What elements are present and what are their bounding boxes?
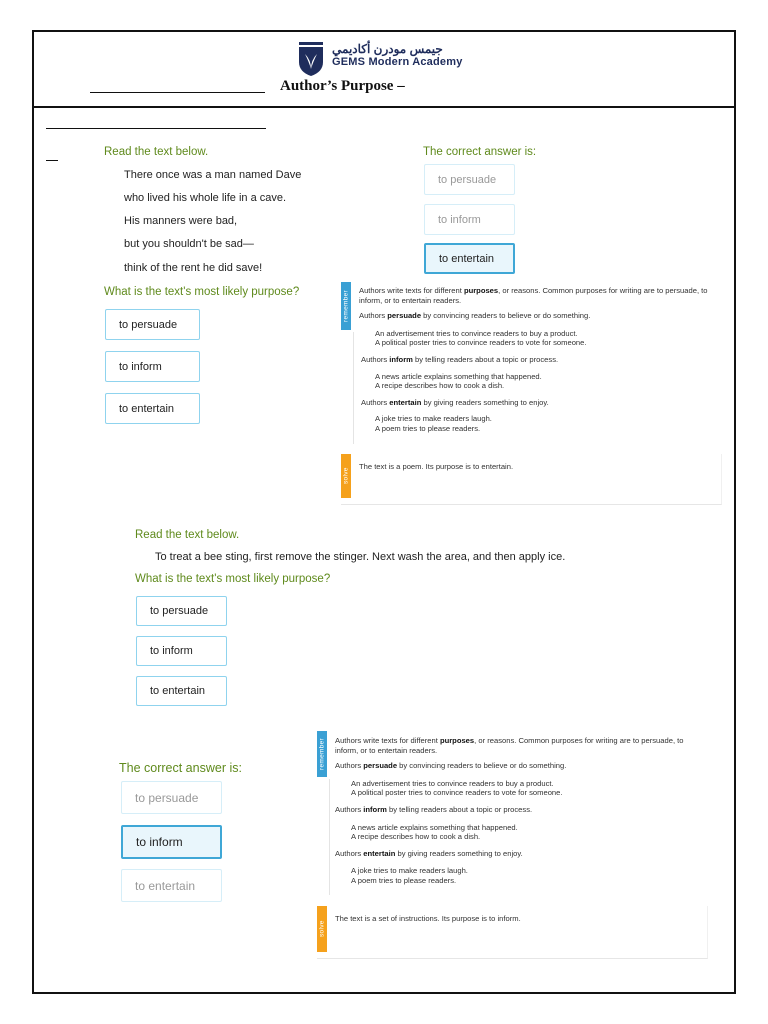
- q2-remember-panel: [317, 731, 707, 898]
- page-title: Author’s Purpose –: [280, 78, 405, 94]
- remember-persuade-example-2: A political poster tries to convince readers to vote for someone.: [375, 338, 587, 348]
- remember-entertain-2: Authors entertain by giving readers something to enjoy.: [335, 848, 523, 858]
- dash-mark: [46, 160, 58, 161]
- q1-choice-persuade[interactable]: to persuade: [105, 309, 200, 340]
- remember-persuade-example-2-2: A political poster tries to convince readers to vote for someone.: [351, 788, 563, 798]
- q1-poem-line-3: His manners were bad,: [124, 215, 238, 227]
- q1-answer-entertain: to entertain: [424, 243, 515, 274]
- q1-answer-persuade: to persuade: [424, 164, 515, 195]
- school-logo-icon: [296, 42, 326, 76]
- school-name: GEMS Modern Academy: [332, 56, 463, 68]
- q2-choice-entertain[interactable]: to entertain: [136, 676, 227, 706]
- remember-persuade-example-1: An advertisement tries to convince readers to buy a product.: [375, 328, 578, 338]
- remember-entertain-example-1-2: A joke tries to make readers laugh.: [351, 866, 468, 876]
- remember-inform-2: Authors inform by telling readers about a topic or process.: [335, 804, 533, 814]
- q1-remember-panel: [341, 282, 721, 447]
- remember-persuade-2: Authors persuade by convincing readers to believe or do something.: [335, 761, 567, 771]
- school-name-arabic: جيمس مودرن أكاديمي: [332, 42, 443, 56]
- remember-inform-example-1: A news article explains something that happened.: [375, 371, 542, 381]
- remember-entertain-example-2: A poem tries to please readers.: [375, 423, 481, 433]
- q1-choice-entertain[interactable]: to entertain: [105, 393, 200, 424]
- q2-answer-inform: to inform: [121, 825, 222, 859]
- q1-correct-label: The correct answer is:: [423, 146, 537, 158]
- q2-remember-tab: remember: [317, 731, 327, 777]
- remember-inform: Authors inform by telling readers about a topic or process.: [361, 354, 559, 364]
- q1-poem-line-4: but you shouldn't be sad—: [124, 238, 254, 250]
- q1-solve-text: The text is a poem. Its purpose is to entertain.: [359, 462, 514, 471]
- q1-question: What is the text's most likely purpose?: [104, 286, 300, 298]
- q2-passage: To treat a bee sting, first remove the stinger. Next wash the area, and then apply ice.: [155, 551, 566, 563]
- q1-poem-line-1: There once was a man named Dave: [124, 169, 302, 181]
- q2-choice-inform[interactable]: to inform: [136, 636, 227, 666]
- remember-entertain-example-2-2: A poem tries to please readers.: [351, 875, 457, 885]
- q1-solve-panel: [341, 454, 722, 505]
- q2-correct-label: The correct answer is:: [119, 761, 242, 775]
- remember-inform-example-1-2: A news article explains something that happened.: [351, 822, 518, 832]
- q2-solve-panel: [317, 906, 708, 959]
- q1-solve-tab: solve: [341, 454, 351, 498]
- remember-intro: Authors write texts for different purposes, or reasons. Common purposes for writing are to persuade, to inform, or to entertain readers.: [359, 286, 708, 305]
- q1-remember-tab: remember: [341, 282, 351, 330]
- q2-answer-persuade: to persuade: [121, 781, 222, 814]
- remember-persuade-example-1-2: An advertisement tries to convince readers to buy a product.: [351, 778, 554, 788]
- answer-blank-line: [46, 128, 266, 129]
- q2-answer-entertain: to entertain: [121, 869, 222, 902]
- remember-intro-2: Authors write texts for different purposes, or reasons. Common purposes for writing are to persuade, to inform, or to entertain readers.: [335, 736, 684, 755]
- q2-solve-tab: solve: [317, 906, 327, 952]
- q1-choice-inform[interactable]: to inform: [105, 351, 200, 382]
- remember-inform-example-2: A recipe describes how to cook a dish.: [375, 381, 505, 391]
- q1-answer-inform: to inform: [424, 204, 515, 235]
- q2-solve-text: The text is a set of instructions. Its purpose is to inform.: [335, 914, 521, 923]
- remember-entertain-example-1: A joke tries to make readers laugh.: [375, 414, 492, 424]
- q2-choice-persuade[interactable]: to persuade: [136, 596, 227, 626]
- name-blank-line: [90, 92, 265, 93]
- q2-read-label: Read the text below.: [135, 529, 240, 541]
- q2-question: What is the text's most likely purpose?: [135, 573, 331, 585]
- header-divider: [32, 106, 736, 108]
- q1-poem-line-2: who lived his whole life in a cave.: [124, 192, 287, 204]
- q1-poem-line-5: think of the rent he did save!: [124, 262, 263, 274]
- remember-inform-example-2-2: A recipe describes how to cook a dish.: [351, 832, 481, 842]
- remember-persuade: Authors persuade by convincing readers to believe or do something.: [359, 311, 591, 321]
- remember-entertain: Authors entertain by giving readers something to enjoy.: [361, 397, 549, 407]
- q1-read-label: Read the text below.: [104, 146, 209, 158]
